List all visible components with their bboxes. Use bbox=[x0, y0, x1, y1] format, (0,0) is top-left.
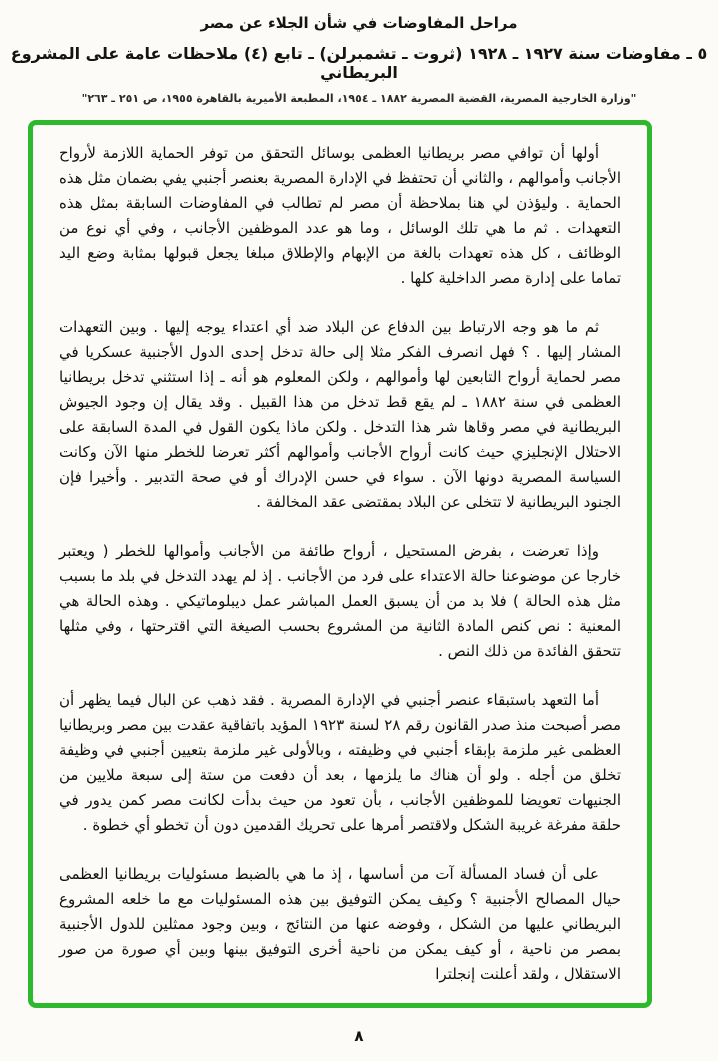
paragraph: وإذا تعرضت ، بفرض المستحيل ، أرواح طائفة من الأجانب وأموالها للخطر ( ويعتبر خارجا عن موضوعنا حالة الاعتداء على فرد من الأجانب . إذ لم يهدد التدخل في بلد ما بسبب مثل هذه الحالة ) فلا بد من أن يسبق العمل المباشر عمل ديبلوماتيكي . وهذه الحالة هي المعنية : نص كنص المادة الثانية من المشروع بحسب الصيغة التي اقترحتها ، وفي مثلها تتحقق الفائدة من ذلك النص . bbox=[59, 542, 621, 660]
doc-source-citation: "وزارة الخارجية المصرية، القضية المصرية ١٨٨٢ ـ ١٩٥٤، المطبعة الأميرية بالقاهرة ١٩٥٥، ص ٢٥١ ـ ٢٦٣" bbox=[81, 92, 637, 105]
paragraph: أولها أن توافي مصر بريطانيا العظمى بوسائل التحقق من توفر الحماية اللازمة لأرواح الأجانب وأموالهم ، والثاني أن تحتفظ في الإدارة المصرية بعنصر أجنبي يفي بضمان مثل هذه الحماية . وليؤذن لي هنا بملاحظة أن مصر لم تطالب في المفاوضات السابقة بمثل هذه التعهدات . ثم ما هي تلك الوسائل ، وما هو عدد الموظفين الأجانب ، وفي أي نوع من الوظائف ، كل هذه تعهدات بالغة من الإبهام والإطلاق مبلغا يجعل قبولها بمثابة وضع اليد تماما على إدارة مصر الداخلية كلها . bbox=[59, 144, 621, 287]
page-number: ٨ bbox=[354, 1027, 364, 1045]
doc-subtitle: ٥ ـ مفاوضات سنة ١٩٢٧ ـ ١٩٢٨ (ثروت ـ تشمبرلن) ـ تابع (٤) ملاحظات عامة على المشروع البريطاني bbox=[10, 44, 708, 82]
doc-title: مراحل المفاوضات في شأن الجلاء عن مصر bbox=[200, 14, 518, 32]
paragraph: أما التعهد باستبقاء عنصر أجنبي في الإدارة المصرية . فقد ذهب عن البال فيما يظهر أن مصر أصبحت منذ صدر القانون رقم ٢٨ لسنة ١٩٢٣ المؤيد باتفاقية عقدت بين مصر وبريطانيا العظمى غير ملزمة بإبقاء أجنبي في وظيفته ، وبالأولى غير ملزمة بتعيين أجنبي في وظيفة تخلق من أجله . ولو أن هناك ما يلزمها ، بعد أن دفعت من ستة إلى سبعة ملايين من الجنيهات تعويضا للموظفين الأجانب ، بأن تعود من حيث بدأت لكانت مصر كمن يدور في حلقة مفرغة غريبة الشكل ولاقتصر أمرها على تحريك القدمين دون أن تخطو أي خطوة . bbox=[59, 691, 621, 834]
paragraph: ثم ما هو وجه الارتباط بين الدفاع عن البلاد ضد أي اعتداء يوجه إليها . وبين التعهدات المشار إليها . ؟ فهل انصرف الفكر مثلا إلى حالة تدخل إحدى الدول الأجنبية عسكريا في مصر لحماية أرواح التابعين لها وأموالهم ، ولكن المعلوم هو أنه ـ إذا استثني تدخل بريطانيا العظمى في سنة ١٨٨٢ ـ لم يقع قط تدخل من هذا القبيل . وقد يقال إن وجود الجيوش البريطانية في مصر وقاها شر هذا التدخل . ولكن ماذا يكون القول في المدة السابقة على الاحتلال الإنجليزي حيث كانت أرواح الأجانب وأموالهم أكثر تعرضا للخطر منها الآن وكانت السياسة المصرية دونها الآن . سواء في حسن الإدراك أو في صحة التدبير . وأخيرا فإن الجنود البريطانية لا تتخلى عن البلاد بمقتضى عقد المخالفة . bbox=[59, 318, 621, 511]
paragraph: على أن فساد المسألة آت من أساسها ، إذ ما هي بالضبط مسئوليات بريطانيا العظمى حيال المصالح الأجنبية ؟ وكيف يمكن التوفيق بين هذه المسئوليات مع ما خلعه المشروع البريطاني عليها من الشكل ، وفوضه عنها من النتائج ، وبين وجود ممثلين للدول الأجنبية بمصر من ناحية ، أو كيف يمكن من ناحية أخرى التوفيق بينها وبين أي صورة من صور الاستقلال ، ولقد أعلنت إنجلترا bbox=[59, 865, 621, 983]
document-header bbox=[0, 0, 718, 105]
highlighted-content-box bbox=[28, 120, 652, 1008]
